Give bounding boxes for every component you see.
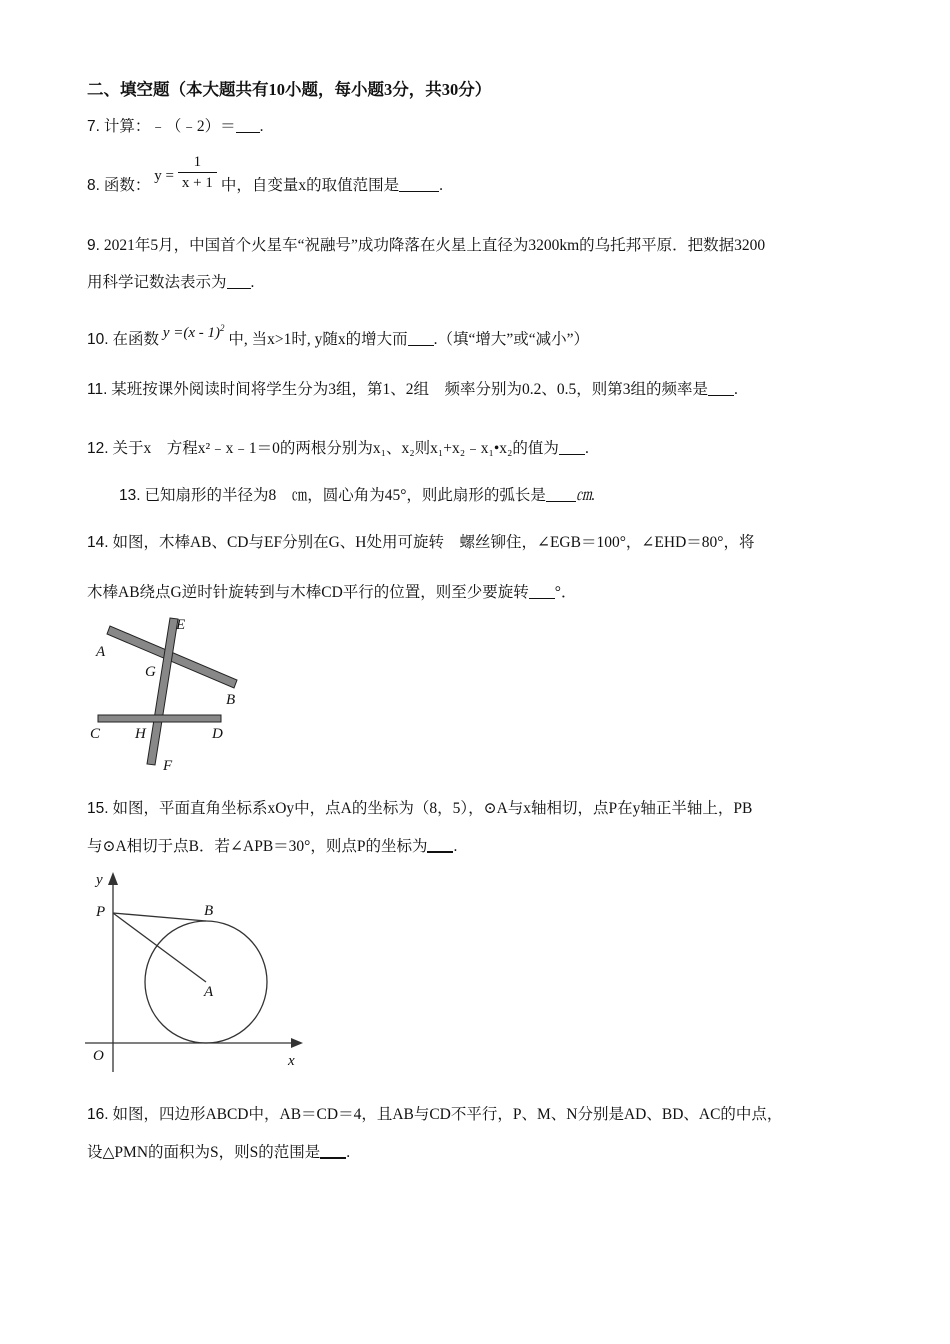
question-number: 16.: [87, 1106, 109, 1123]
question-tail: ㎝.: [575, 487, 596, 504]
question-number: 13.: [119, 487, 141, 504]
label-g: G: [145, 664, 156, 680]
question-12: [87, 439, 589, 459]
answer-blank: [529, 584, 555, 599]
label-h: H: [135, 726, 146, 742]
stick-ef: [147, 618, 178, 765]
question-8: [87, 152, 443, 196]
question-text: 如图，木棒AB、CD与EF分别在G、H处用可旋转 螺丝铆住，∠EGB＝100°，∠EHD＝80°，将: [112, 534, 755, 551]
question-number: 9.: [87, 237, 100, 254]
y-axis-arrow: [108, 872, 118, 885]
label-e: E: [176, 617, 186, 633]
label-y: y: [96, 872, 103, 888]
question-13: [119, 486, 595, 506]
question-9-line-2: [87, 273, 254, 293]
question-text: 与⊙A相切于点B．若∠APB＝30°，则点P的坐标为: [87, 838, 428, 855]
question-tail: .（填“增大”或“减小”）: [433, 331, 590, 348]
answer-blank: [236, 118, 260, 133]
question-15-line-2: [87, 837, 457, 857]
question-number: 8.: [87, 177, 100, 195]
label-a: A: [96, 644, 106, 660]
question-14-line-2: [87, 583, 576, 603]
question-number: 10.: [87, 331, 109, 348]
question-text: 计算：﹣（﹣2）＝: [103, 118, 236, 135]
label-p: P: [96, 904, 106, 920]
answer-blank: [546, 487, 576, 502]
question-tail: .: [584, 440, 589, 457]
question-text: 设△PMN的面积为S，则S的范围是: [87, 1144, 321, 1161]
label-a: A: [204, 984, 214, 1000]
question-text: 函数：: [103, 177, 151, 195]
question-number: 14.: [87, 534, 109, 551]
stick-cd: [98, 715, 221, 722]
answer-blank: [708, 381, 734, 396]
answer-blank: [320, 1143, 346, 1159]
question-tail: .: [250, 274, 255, 291]
question-number: 15.: [87, 800, 109, 817]
section-heading: 二、填空题（本大题共有10小题，每小题3分，共30分）: [87, 80, 492, 99]
fraction: [178, 152, 217, 193]
question-number: 12.: [87, 440, 109, 457]
question-11: [87, 380, 738, 400]
question-text-post: 中，自变量x的取值范围是: [220, 177, 400, 195]
label-b: B: [204, 903, 214, 919]
question-text: 如图，平面直角坐标系xOy中，点A的坐标为（8，5），⊙A与x轴相切，点P在y轴正半轴上，PB: [112, 800, 753, 817]
formula-lhs: y =: [154, 168, 174, 185]
answer-blank: [399, 177, 439, 192]
question-text-post: 中, 当x>1时, y随x的增大而: [228, 331, 408, 348]
question-text: 关于x 方程x²﹣x﹣1＝0的两根分别为x₁、x₂则x₁+x₂﹣x₁•x₂的值为: [112, 440, 559, 457]
question-text: 2021年5月，中国首个火星车“祝融号”成功降落在火星上直径为3200km的乌托邦平原．把数据3200: [103, 237, 766, 254]
question-7: [87, 117, 263, 137]
question-text: 如图，四边形ABCD中，AB＝CD＝4，且AB与CD不平行，P、M、N分别是AD、BD、AC的中点，: [112, 1106, 783, 1123]
question-number: 11.: [87, 381, 108, 398]
question-tail: °．: [554, 584, 577, 601]
answer-blank: [559, 440, 585, 455]
fraction-numerator: 1: [178, 152, 217, 173]
question-14: [87, 533, 754, 553]
question-16-line-2: [87, 1143, 350, 1163]
label-x: x: [288, 1053, 295, 1069]
question-10: [87, 318, 589, 350]
question-tail: .: [439, 177, 444, 195]
question-text: 木棒AB绕点G逆时针旋转到与木棒CD平行的位置，则至少要旋转: [87, 584, 529, 601]
question-tail: .: [259, 118, 264, 135]
formula-exponent: 2: [220, 323, 225, 333]
figure-15-coordinate-plane: [85, 868, 310, 1078]
label-d: D: [212, 726, 223, 742]
label-b: B: [226, 692, 236, 708]
answer-blank: [227, 274, 251, 289]
question-tail: .: [734, 381, 738, 398]
tangent-pb: [113, 913, 206, 921]
fraction-denominator: x + 1: [181, 175, 213, 191]
question-tail: .: [453, 838, 458, 855]
formula-base: y =(x - 1): [162, 325, 221, 341]
label-o: O: [93, 1048, 104, 1064]
question-16: [87, 1105, 782, 1125]
question-number: 7.: [87, 118, 100, 135]
label-c: C: [90, 726, 101, 742]
question-text: 某班按课外阅读时间将学生分为3组，第1、2组 频率分别为0.2、0.5，则第3组的频率是: [111, 381, 709, 398]
figure-14-sticks: [85, 612, 255, 774]
question-text: 在函数: [112, 331, 159, 348]
x-axis-arrow: [291, 1038, 303, 1048]
answer-blank: [427, 837, 453, 853]
question-9: [87, 236, 765, 256]
question-15: [87, 799, 752, 819]
label-f: F: [163, 758, 173, 774]
question-tail: .: [346, 1144, 351, 1161]
answer-blank: [408, 331, 434, 346]
question-text: 用科学记数法表示为: [87, 274, 227, 291]
segment-pa: [113, 913, 206, 982]
formula: [163, 325, 225, 341]
question-text: 已知扇形的半径为8 ㎝，圆心角为45°，则此扇形的弧长是: [144, 487, 546, 504]
